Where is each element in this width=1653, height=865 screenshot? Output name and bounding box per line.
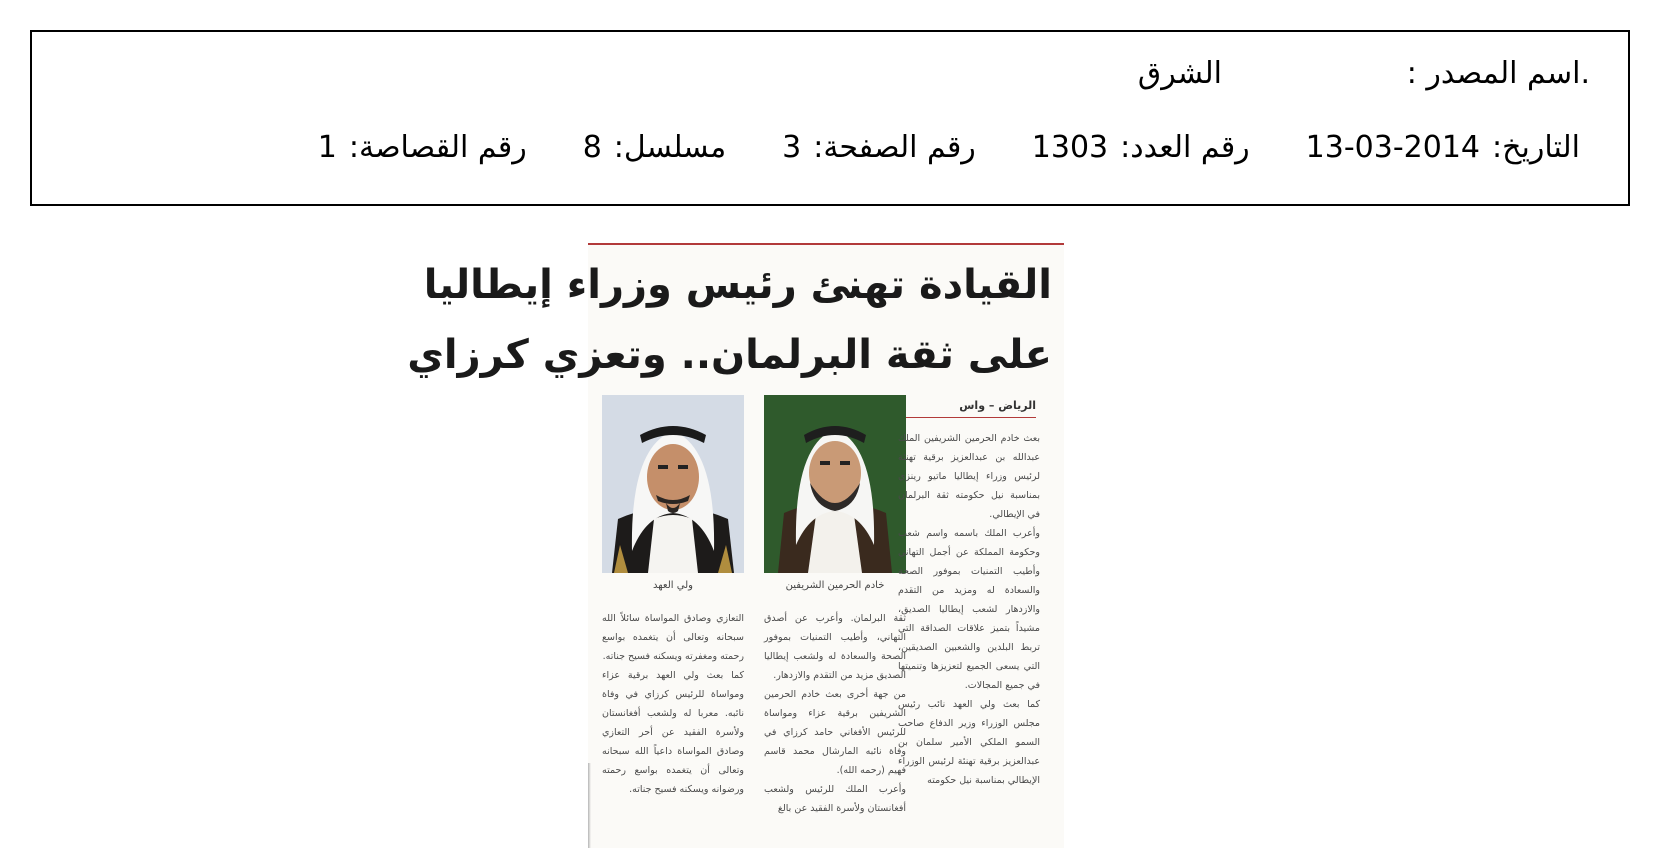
photo-king [764,395,906,573]
photo-crown-prince [602,395,744,573]
article-paragraph: ثقة البرلمان. وأعرب عن أصدق التهاني، وأطيب التمنيات بموفور الصحة والسعادة له ولشعب إيطاليا الصديق مزيد من التقدم والازدهار. [764,613,906,681]
article-column-middle [764,609,906,839]
photo-crown-prince-caption: ولي العهد [653,580,693,591]
clipping-info-box [30,30,1630,206]
page-value: 3 [782,130,802,165]
scan-edge-shadow [588,763,591,848]
page-label: رقم الصفحة: [813,130,976,165]
issue-field [1032,130,1250,165]
page-field [782,130,976,165]
issue-value: 1303 [1031,130,1109,165]
clipping-number-label: رقم القصاصة: [348,130,527,165]
article-paragraph: بعث خادم الحرمين الشريفين الملك عبدالله بن عبدالعزيز برقية تهنئة لرئيس وزراء إيطاليا ماتيو رينزي بمناسبة نيل حكومته ثقة البرلمان في الإيطالي. [898,433,1040,520]
date-value: 13-03-2014 [1305,130,1481,165]
clipping-number-field [318,130,527,165]
article-paragraph: وأعرب الملك باسمه واسم شعب وحكومة المملكة عن أجمل التهاني وأطيب التمنيات بموفور الصحة والسعادة له ومزيد من التقدم والازدهار لشعب إيطاليا الصديق، مشيداً بتميز علاقات الصداقة التي تربط البلدين والشعبين الصديقين، التي يسعى الجميع لتعزيزها وتنميتها في جميع المجالات. [898,528,1040,691]
photo-king-caption: خادم الحرمين الشريفين [785,580,885,591]
clipping-number-value: 1 [317,130,337,165]
article-paragraph: وأعرب الملك للرئيس ولشعب أفغانستان ولأسرة الفقيد عن بالغ [764,784,906,814]
source-value: الشرق [1137,56,1222,91]
headline-line-1: القيادة تهنئ رئيس وزراء إيطاليا [423,262,1052,308]
source-label: .اسم المصدر : [1406,56,1590,91]
serial-field [583,130,726,165]
article-paragraph: التعازي وصادق المواساة سائلاً الله سبحانه وتعالى أن يتغمده بواسع رحمته ومغفرته ويسكنه فسيح جناته. [602,613,744,662]
clipping-top-rule [588,243,1064,245]
issue-label: رقم العدد: [1120,130,1250,165]
headline-line-2: على ثقة البرلمان.. وتعزي كرزاي [407,332,1052,378]
dateline: الرياض – واس [959,399,1036,412]
date-label: التاريخ: [1492,130,1580,165]
dateline-rule [896,417,1036,418]
article-paragraph: كما بعث ولي العهد نائب رئيس مجلس الوزراء وزير الدفاع صاحب السمو الملكي الأمير سلمان بن عبدالعزيز برقية تهنئة لرئيس الوزراء الإيطالي بمناسبة نيل حكومته [898,699,1040,786]
article-paragraph: كما بعث ولي العهد برقية عزاء ومواساة للرئيس كرزاي في وفاة نائبه. معربا له ولشعب أفغانستان ولأسرة الفقيد عن أحر التعازي وصادق المواساة داعياً الله سبحانه وتعالى أن يتغمده بواسع رحمته ورضوانه ويسكنه فسيح جناته. [602,670,744,795]
serial-value: 8 [582,130,602,165]
article-column-left [602,609,744,839]
newspaper-clipping [407,243,1064,848]
clipping-fields [318,130,1580,165]
serial-label: مسلسل: [613,130,727,165]
date-field [1306,130,1580,165]
article-paragraph: من جهة أخرى بعث خادم الحرمين الشريفين برقية عزاء ومواساة للرئيس الأفغاني حامد كرزاي في وفاة نائبه المارشال محمد قاسم فهيم (رحمه الله). [764,689,906,776]
article-column-right [898,429,1040,839]
